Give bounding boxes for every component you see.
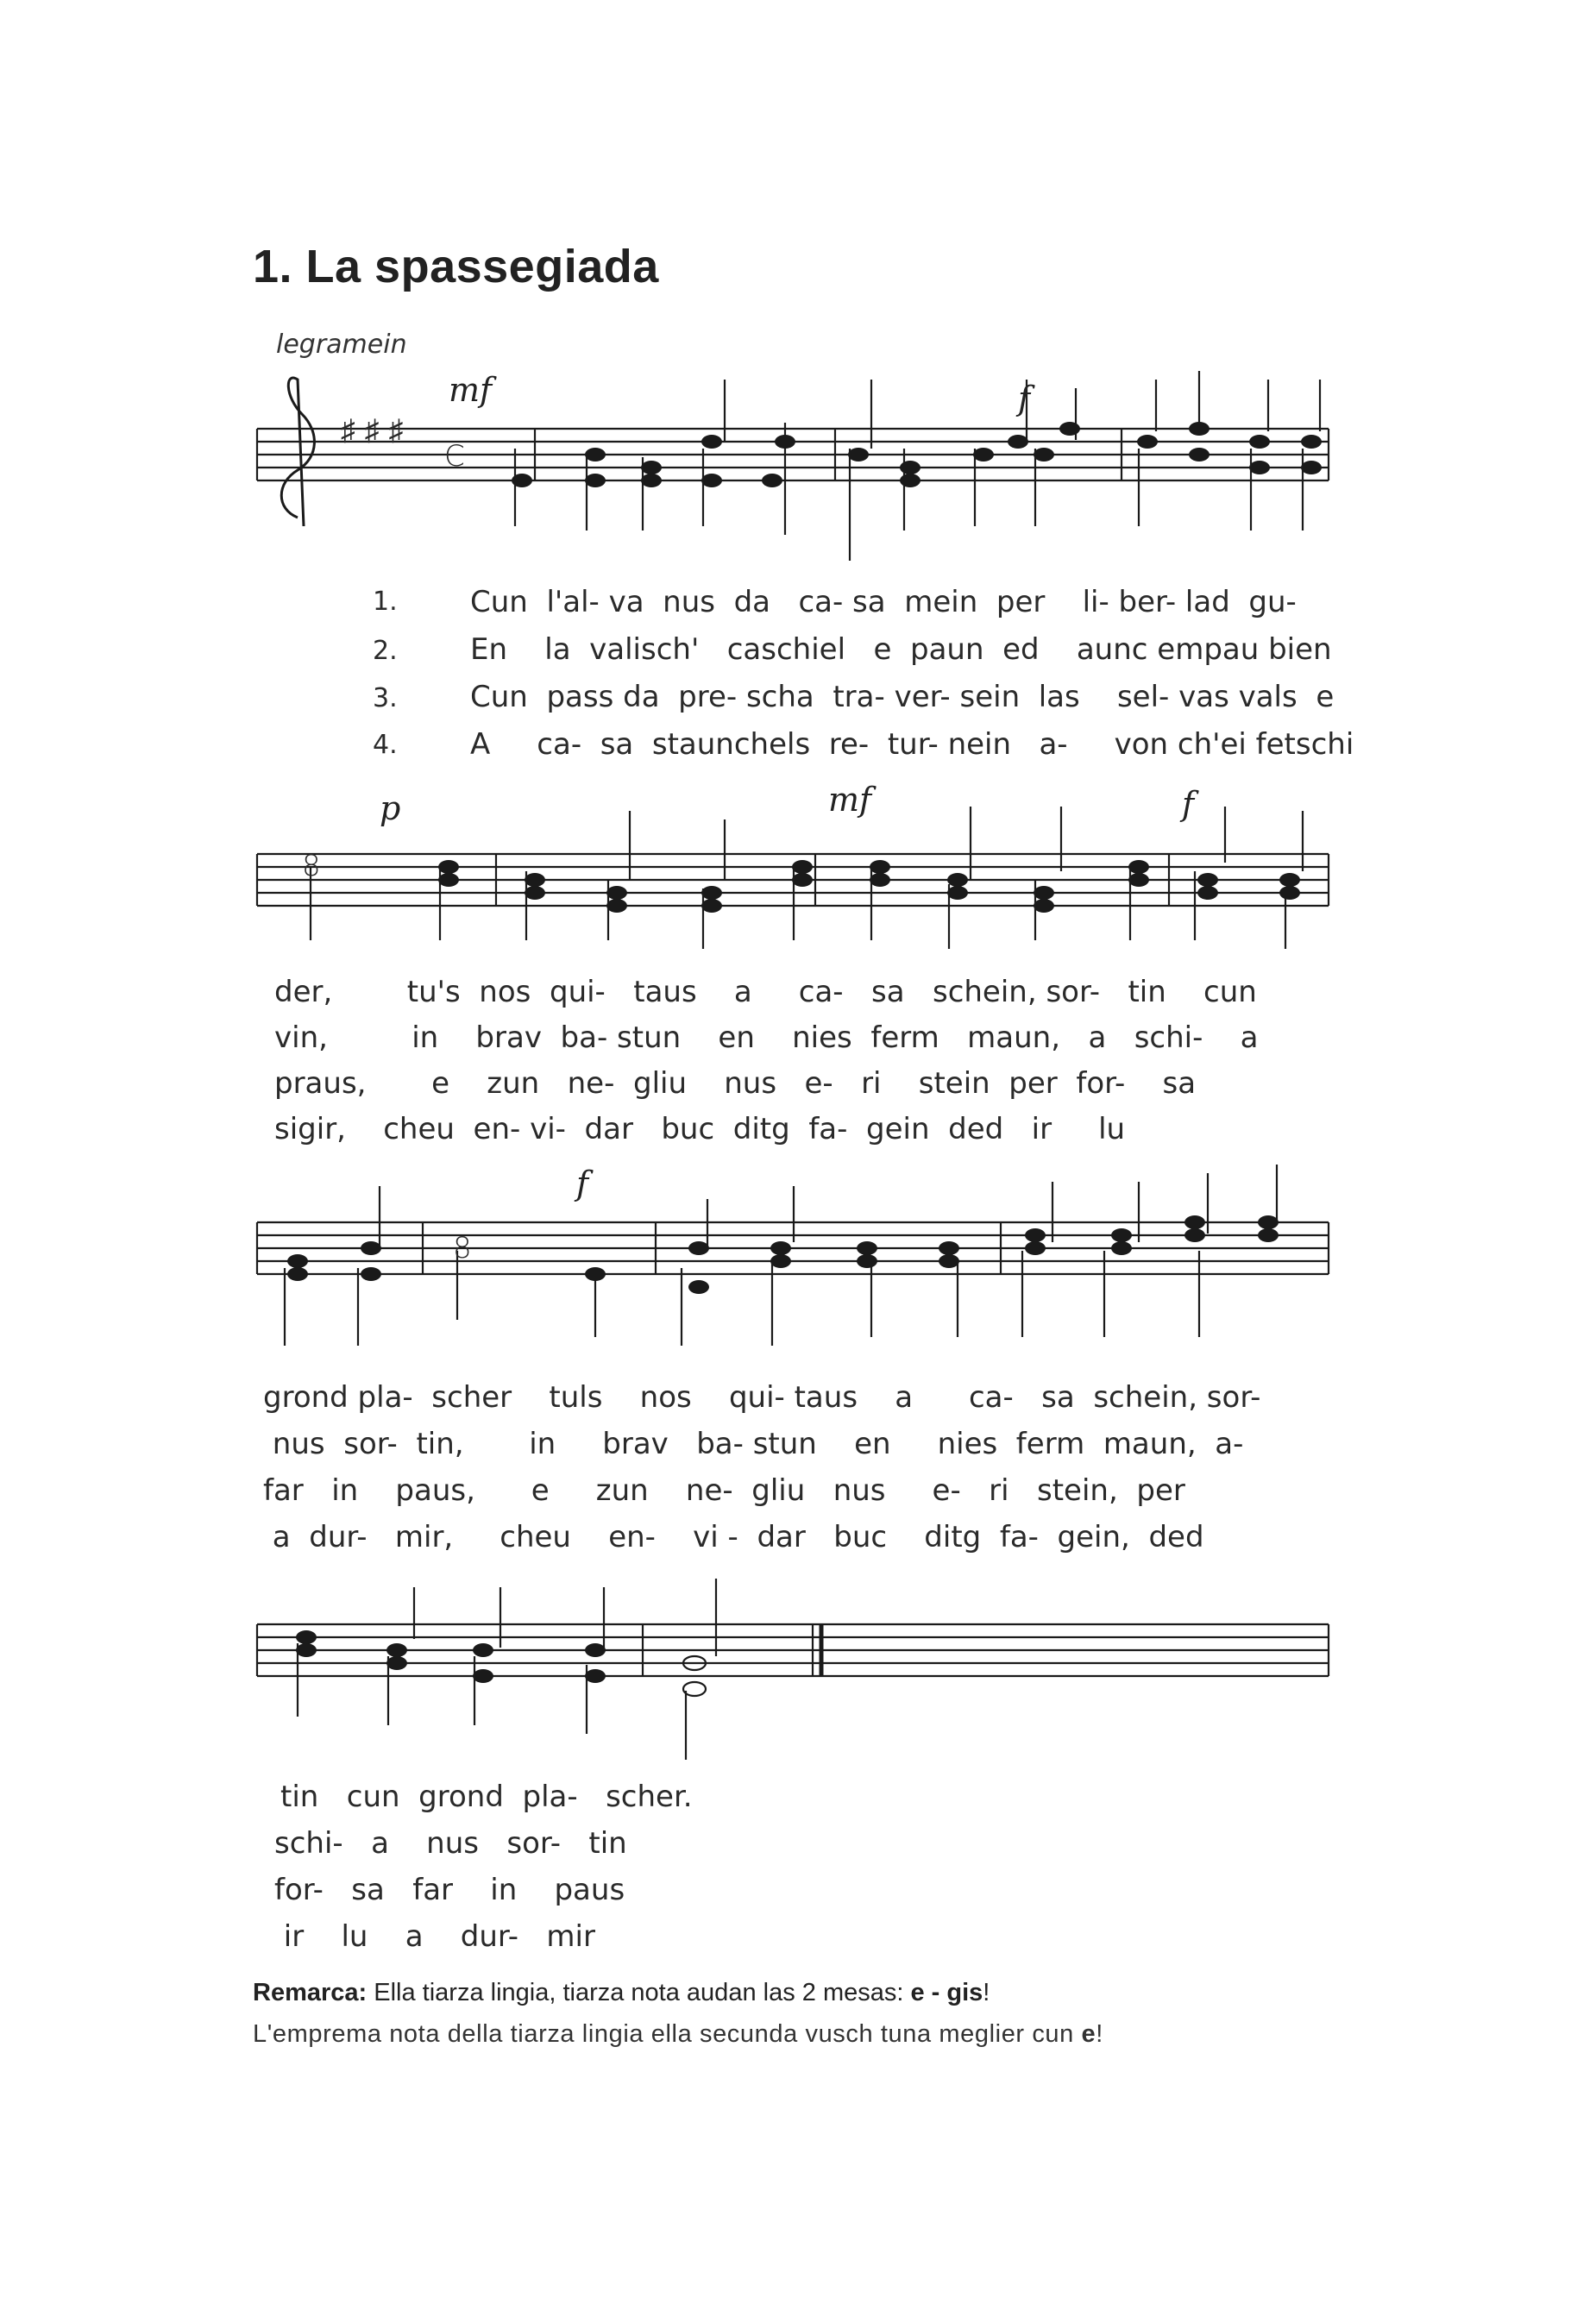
time-signature-c: C (444, 439, 465, 474)
verse-number-2: 2. (373, 636, 398, 666)
staff-system-4 (257, 1579, 1329, 1760)
whole-note-8b: 8 (453, 1231, 472, 1265)
remark-line-1 (253, 1979, 990, 2007)
lyric-s4-v4: ir lu a dur- mir (274, 1919, 595, 1954)
lyric-s2-v4: sigir, cheu en- vi- dar buc ditg fa- gein ded ir lu (274, 1112, 1126, 1146)
verse-number-4: 4. (373, 730, 398, 760)
lyric-s1-v1: Cun l'al- va nus da ca- sa mein per li- ber- lad gu- (470, 585, 1297, 619)
verse-number-3: 3. (373, 683, 398, 713)
lyric-s1-v4: A ca- sa staunchels re- tur- nein a- von ch'ei fetschi (470, 727, 1354, 762)
dynamic-mf-2: mf (828, 781, 872, 819)
lyric-s4-v3: for- sa far in paus (274, 1873, 625, 1907)
lyric-s3-v2: nus sor- tin, in brav ba- stun en nies ferm maun, a- (263, 1427, 1244, 1461)
lyric-s4-v2: schi- a nus sor- tin (274, 1826, 627, 1861)
remark2-highlight: e (1081, 2020, 1096, 2048)
dynamic-p: p (380, 789, 401, 827)
lyric-s1-v2: En la valisch' caschiel e paun ed aunc empau bien (470, 632, 1332, 667)
whole-note-8: 8 (302, 849, 321, 883)
dynamic-mf-1: mf (449, 371, 493, 409)
dynamic-f-2: f (1182, 785, 1195, 823)
dynamic-f-3: f (576, 1165, 589, 1202)
lyric-s2-v2: vin, in brav ba- stun en nies ferm maun, a schi- a (274, 1020, 1259, 1055)
remark-text: Ella tiarza lingia, tiarza nota audan las 2 mesas: (367, 1979, 911, 2006)
noteheads-system-1 (512, 422, 1322, 487)
lyric-s3-v4: a dur- mir, cheu en- vi - dar buc ditg fa- gein, ded (263, 1520, 1204, 1554)
half-notes-system-4 (683, 1656, 706, 1696)
remark-highlight: e - gis (910, 1979, 983, 2006)
verse-number-1: 1. (373, 587, 398, 617)
noteheads-system-4 (296, 1630, 606, 1683)
lyric-s3-v1: grond pla- scher tuls nos qui- taus a ca- sa schein, sor- (263, 1380, 1261, 1415)
key-signature-sharps: ♯ ♯ ♯ (341, 413, 404, 448)
lyric-s1-v3: Cun pass da pre- scha tra- ver- sein las sel- vas vals e (470, 680, 1335, 714)
remark-line-2 (253, 2020, 1103, 2049)
staff-system-2 (257, 807, 1329, 949)
remark2-text: L'emprema nota della tiarza lingia ella secunda vusch tuna meglier cun (253, 2020, 1082, 2048)
lyric-s2-v1: der, tu's nos qui- taus a ca- sa schein, sor- tin cun (274, 975, 1257, 1009)
lyric-s4-v1: tin cun grond pla- scher. (280, 1780, 693, 1814)
song-title: 1. La spassegiada (253, 241, 659, 292)
remark-end: ! (983, 1979, 990, 2006)
lyric-s3-v3: far in paus, e zun ne- gliu nus e- ri stein, per (263, 1473, 1185, 1508)
remark-label: Remarca: (253, 1979, 368, 2006)
remark2-end: ! (1096, 2020, 1103, 2048)
lyric-s2-v3: praus, e zun ne- gliu nus e- ri stein per for- sa (274, 1066, 1197, 1101)
noteheads-system-3 (287, 1215, 1279, 1294)
staff-system-3 (257, 1165, 1329, 1346)
tempo-marking: legramein (276, 330, 407, 360)
noteheads-system-2 (438, 860, 1300, 913)
dynamic-f-1: f (1018, 380, 1031, 418)
staff-system-1 (257, 371, 1329, 561)
